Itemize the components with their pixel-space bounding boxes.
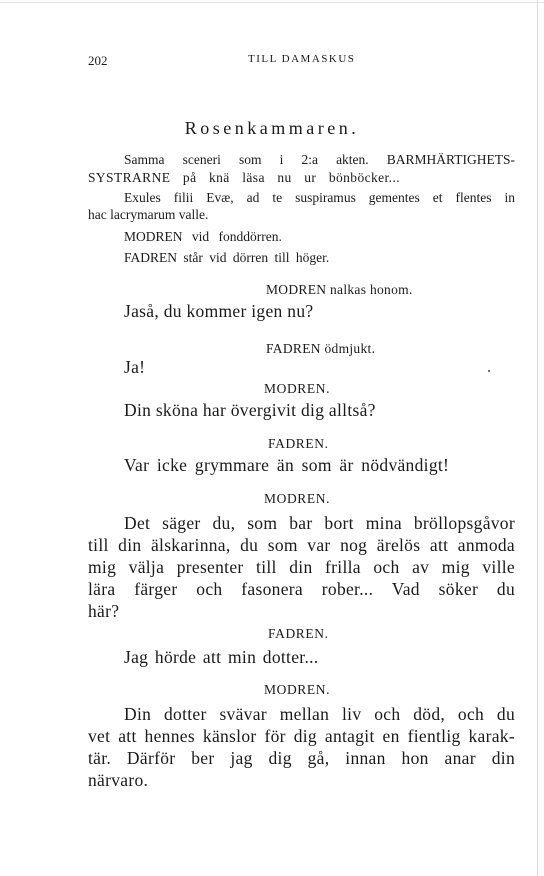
speaker-cue: MODREN. (264, 491, 331, 506)
dialogue-line: tär. Därför ber jag dig gå, innan hon anar din (88, 748, 515, 768)
speaker-cue: MODREN nalkas honom. (266, 282, 413, 297)
stage-direction-line: Exules filii Evæ, ad te suspiramus gementes et flentes in (124, 190, 515, 205)
dialogue-line: vet att hennes känslor för dig antagit en fientlig karak- (88, 726, 515, 746)
page-header (0, 53, 544, 69)
dialogue-line: närvaro. (88, 770, 149, 790)
dialogue-line: Din dotter svävar mellan liv och död, och du (124, 704, 515, 724)
page-number: 202 (88, 53, 108, 68)
speaker-cue: MODREN. (264, 381, 331, 396)
page-top-edge (0, 2, 544, 3)
speaker-cue: FADREN. (268, 436, 329, 451)
dialogue-line: här? (88, 601, 120, 621)
dialogue-line: Din sköna har övergivit dig alltså? (124, 400, 376, 420)
scene-title: Rosenkammaren. (184, 118, 360, 138)
stage-direction-line: SYSTRARNE på knä läsa nu ur bönböcker... (88, 170, 400, 185)
dialogue-line: Ja! (124, 357, 146, 377)
stage-direction-line: FADREN står vid dörren till höger. (124, 250, 330, 265)
dialogue-line: Var icke grymmare än som är nödvändigt! (124, 455, 450, 475)
dialogue-line: till din älskarinna, du som var nog ärelös att anmoda (88, 535, 515, 555)
speaker-cue: FADREN. (268, 626, 329, 641)
dialogue-line: Jag hörde att min dotter... (124, 647, 319, 667)
dialogue-line: Det säger du, som bar bort mina bröllopsgåvor (124, 513, 515, 533)
stage-direction-line: Samma sceneri som i 2:a akten. BARMHÄRTIGHETS- (124, 152, 515, 167)
stage-direction-line: hac lacrymarum valle. (88, 207, 209, 222)
dialogue-line: mig välja presenter till din frilla och av mig ville (88, 557, 515, 577)
dialogue-line: lära färger och fasonera rober... Vad söker du (88, 579, 515, 599)
speaker-cue: MODREN. (264, 682, 331, 697)
running-title: TILL DAMASKUS (248, 53, 356, 65)
dialogue-line: Jaså, du kommer igen nu? (124, 301, 314, 321)
stage-direction-line: MODREN vid fonddörren. (124, 229, 282, 244)
speaker-cue: FADREN ödmjukt. (266, 341, 376, 356)
speck-mark (488, 370, 490, 372)
